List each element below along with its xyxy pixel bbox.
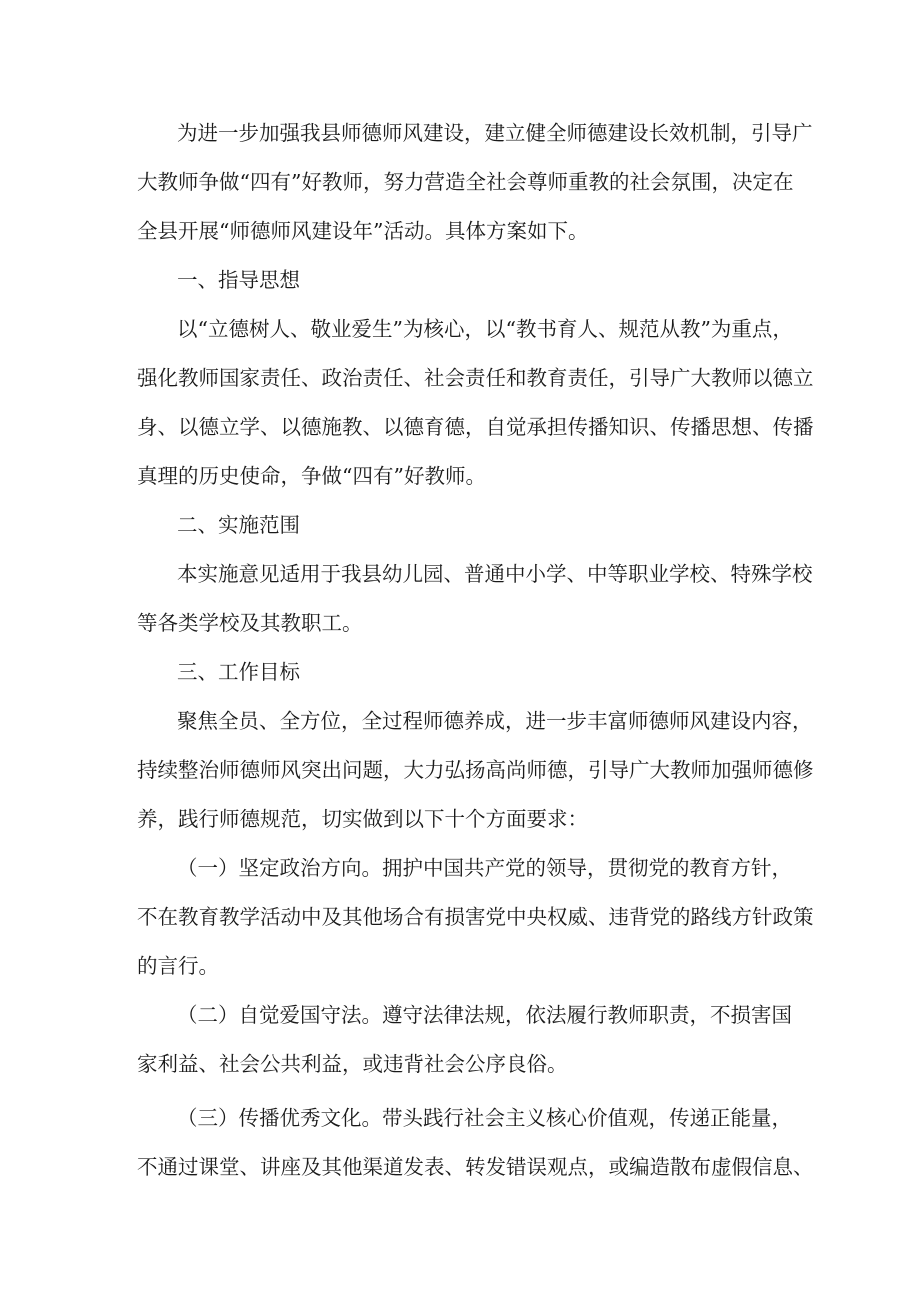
section1-line-3: 身、以德立学、以德施教、以德育德，自觉承担传播知识、传播思想、传播: [137, 415, 814, 439]
item3-line-2: 不通过课堂、讲座及其他渠道发表、转发错误观点，或编造散布虚假信息、: [137, 1155, 814, 1179]
item1-line-3: 的言行。: [137, 954, 219, 978]
section3-line-1: 聚焦全员、全方位，全过程师德养成，进一步丰富师德师风建设内容，: [177, 709, 813, 733]
section-heading-scope: 二、实施范围: [177, 513, 300, 537]
section2-line-2: 等各类学校及其教职工。: [137, 611, 363, 635]
intro-line-2: 大教师争做“四有”好教师，努力营造全社会尊师重教的社会氛围，决定在: [137, 170, 794, 194]
item2-line-2: 家利益、社会公共利益，或违背社会公序良俗。: [137, 1052, 568, 1076]
item1-line-2: 不在教育教学活动中及其他场合有损害党中央权威、违背党的路线方针政策: [137, 905, 814, 929]
intro-line-1: 为进一步加强我县师德师风建设，建立健全师德建设长效机制，引导广: [177, 121, 813, 145]
item2-line-1: （二）自觉爱国守法。遵守法律法规，依法履行教师职责，不损害国: [177, 1003, 792, 1027]
section-heading-goals: 三、工作目标: [177, 660, 300, 684]
section3-line-3: 养，践行师德规范，切实做到以下十个方面要求：: [137, 807, 588, 831]
intro-line-3: 全县开展“师德师风建设年”活动。具体方案如下。: [137, 219, 589, 243]
section-heading-guiding-ideology: 一、指导思想: [177, 268, 300, 292]
section3-line-2: 持续整治师德师风突出问题，大力弘扬高尚师德，引导广大教师加强师德修: [137, 758, 814, 782]
section1-line-4: 真理的历史使命，争做“四有”好教师。: [137, 464, 486, 488]
section1-line-1: 以“立德树人、敬业爱生”为核心，以“教书育人、规范从教”为重点，: [177, 317, 793, 341]
item3-line-1: （三）传播优秀文化。带头践行社会主义核心价值观，传递正能量，: [177, 1106, 792, 1130]
section2-line-1: 本实施意见适用于我县幼儿园、普通中小学、中等职业学校、特殊学校: [177, 562, 813, 586]
section1-line-2: 强化教师国家责任、政治责任、社会责任和教育责任，引导广大教师以德立: [137, 366, 814, 390]
item1-line-1: （一）坚定政治方向。拥护中国共产党的领导，贯彻党的教育方针，: [177, 856, 792, 880]
